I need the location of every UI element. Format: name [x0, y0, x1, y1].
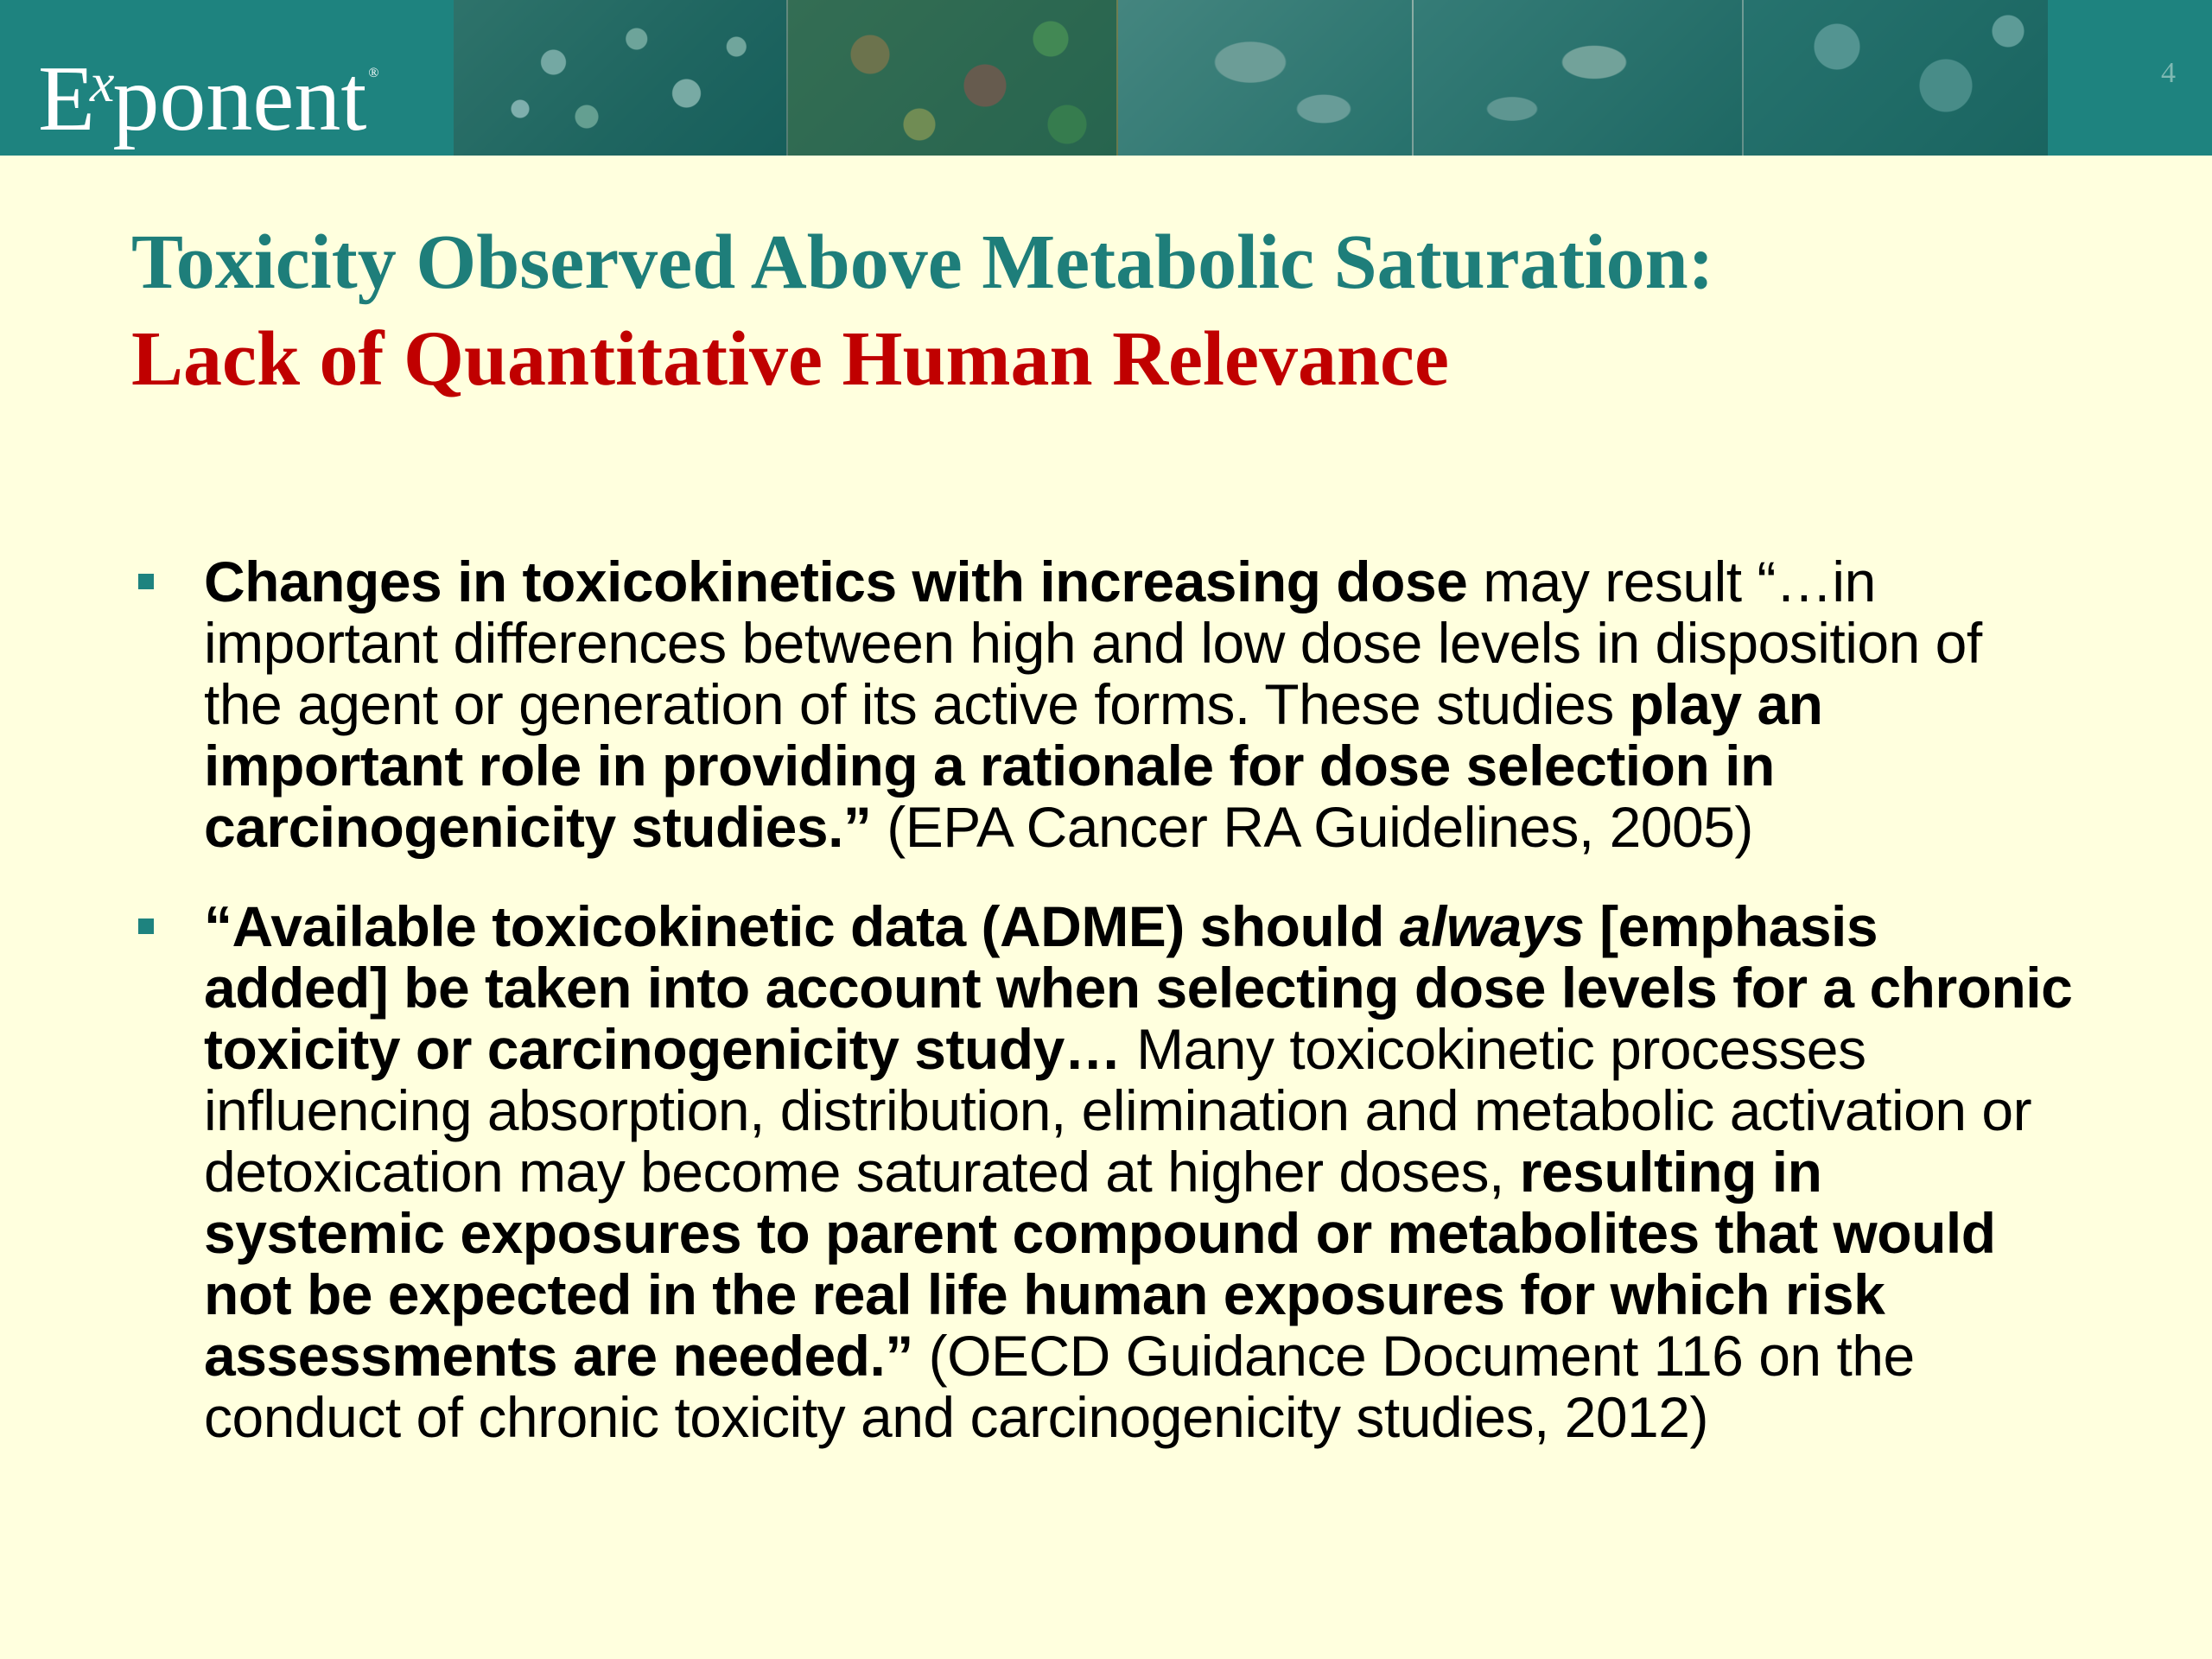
bullet-2-italic-always: always: [1399, 894, 1585, 958]
title-line-1: Toxicity Observed Above Metabolic Saturation:: [131, 219, 1714, 305]
pills-photo: [454, 0, 788, 156]
logo-trademark: ®: [368, 66, 379, 80]
slide-number: 4: [2161, 57, 2176, 89]
microscope-photo: [1414, 0, 1744, 156]
logo-text-x: x: [89, 51, 115, 113]
exponent-logo: [38, 17, 379, 156]
slide-title: [131, 214, 2119, 408]
square-bullet-icon: [138, 918, 154, 934]
bullet-list: [138, 551, 2074, 1486]
bullet-2-bold-2: [emphasis added] be taken into account when selecting dose levels for a chronic toxicity or carcinogenicity study…: [204, 894, 2073, 1081]
bullet-item-oecd: [138, 896, 2074, 1448]
bullet-1-text-1: may result “…in important differences between high and low dose levels in disposition of the agent or generation of its active forms. These studies: [204, 550, 1982, 736]
bullet-2-bold-1: “Available toxicokinetic data (ADME) should: [204, 894, 1400, 958]
bullet-1-citation: (EPA Cancer RA Guidelines, 2005): [871, 795, 1753, 859]
header-photo-strip: [454, 0, 2048, 156]
bullet-1-bold-1: Changes in toxicokinetics with increasing dose: [204, 550, 1468, 613]
logo-text-ponent: ponent: [112, 47, 367, 150]
title-line-2: Lack of Quantitative Human Relevance: [131, 316, 1449, 402]
bullet-item-epa: [138, 551, 2074, 858]
header-banner: [0, 0, 2212, 156]
square-bullet-icon: [138, 574, 154, 589]
bullet-2-text-1: Many toxicokinetic processes influencing absorption, distribution, elimination and metabolic activation or detoxication may become saturated at higher doses,: [204, 1017, 2032, 1204]
logo-text-e: E: [38, 47, 95, 150]
molecule-model-photo: [1744, 0, 2048, 156]
bullet-2-citation: (OECD Guidance Document 116 on the conduct of chronic toxicity and carcinogenicity studies, 2012): [204, 1324, 1915, 1449]
vegetables-photo: [788, 0, 1118, 156]
bullet-1-bold-2: play an important role in providing a rationale for dose selection in carcinogenicity studies.”: [204, 672, 1823, 859]
lab-researcher-photo: [1118, 0, 1414, 156]
bullet-2-bold-3: resulting in systemic exposures to parent compound or metabolites that would not be expected in the real life human exposures for which risk assessments are needed.”: [204, 1140, 1996, 1388]
